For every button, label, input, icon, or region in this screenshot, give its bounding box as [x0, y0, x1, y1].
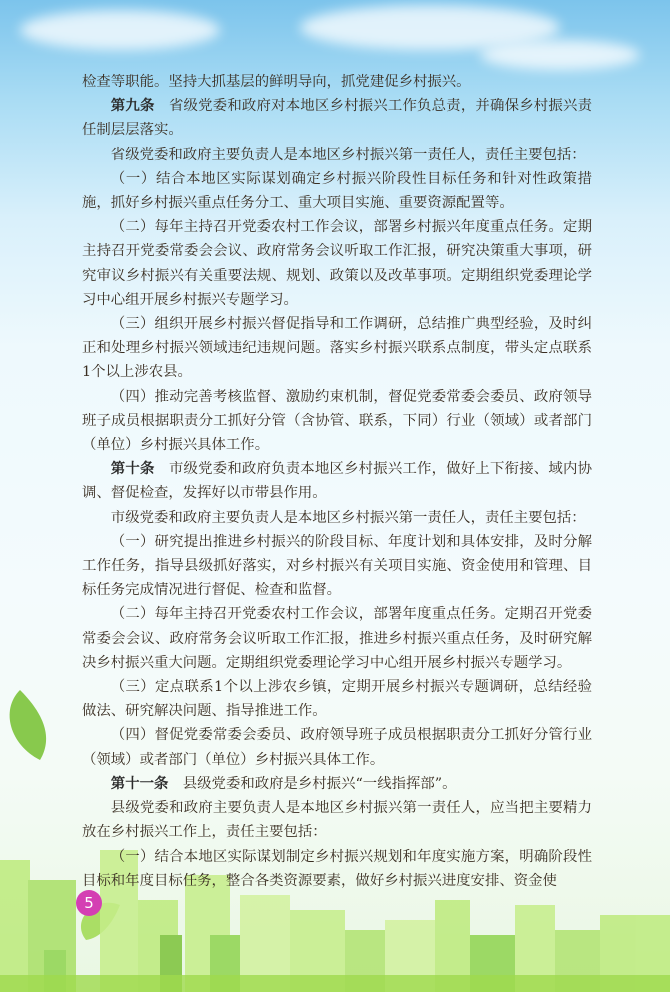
- paragraph: （二）每年主持召开党委农村工作会议，部署年度重点任务。定期召开党委常委会会议、政府常务会议听取工作汇报，推进乡村振兴重点任务，及时研究解决乡村振兴重大问题。定期组织党委理论学习中心组开展乡村振兴专题学习。: [82, 606, 592, 671]
- paragraph: 县级党委和政府主要负责人是本地区乡村振兴第一责任人，应当把主要精力放在乡村振兴工作上，责任主要包括：: [82, 800, 592, 841]
- page-number-badge: 5: [76, 890, 102, 916]
- article-number: 第十条: [110, 461, 155, 478]
- paragraph: （二）每年主持召开党委农村工作会议，部署乡村振兴年度重点任务。定期主持召开党委常委会会议、政府常务会议听取工作汇报，研究决策重大事项，研究审议乡村振兴有关重要法规、规划、政策以及改革事项。定期组织党委理论学习中心组开展乡村振兴专题学习。: [82, 219, 592, 308]
- paragraph: （四）推动完善考核监督、激励约束机制，督促党委常委会委员、政府领导班子成员根据职责分工抓好分管（含协管、联系，下同）行业（领域）或者部门（单位）乡村振兴具体工作。: [82, 388, 592, 454]
- document-body: [82, 70, 592, 893]
- paragraph: （一）结合本地区实际谋划确定乡村振兴阶段性目标任务和针对性政策措施，抓好乡村振兴重点任务分工、重大项目实施、重要资源配置等。: [82, 170, 592, 212]
- paragraph: （三）定点联系1个以上涉农乡镇，定期开展乡村振兴专题调研，总结经验做法、研究解决问题、指导推进工作。: [82, 679, 592, 720]
- paragraph: （一）结合本地区实际谋划制定乡村振兴规划和年度实施方案，明确阶段性目标和年度目标任务，整合各类资源要素，做好乡村振兴进度安排、资金使: [82, 848, 592, 889]
- leaf-icon: [10, 690, 46, 760]
- paragraph: 市级党委和政府主要负责人是本地区乡村振兴第一责任人，责任主要包括：: [110, 509, 586, 526]
- article-paragraph: 第十条 市级党委和政府负责本地区乡村振兴工作，做好上下衔接、域内协调、督促检查，发挥好以市带县作用。: [82, 461, 592, 502]
- paragraph: 检查等职能。坚持大抓基层的鲜明导向，抓党建促乡村振兴。: [82, 74, 471, 90]
- article-paragraph: 第九条 省级党委和政府对本地区乡村振兴工作负总责，并确保乡村振兴责任制层层落实。: [82, 98, 592, 139]
- paragraph: （一）研究提出推进乡村振兴的阶段目标、年度计划和具体安排，及时分解工作任务，指导县级抓好落实，对乡村振兴有关项目实施、资金使用和管理、目标任务完成情况进行督促、检查和监督。: [82, 533, 592, 599]
- article-paragraph: 第十一条 县级党委和政府是乡村振兴“一线指挥部”。: [110, 775, 457, 792]
- article-number: 第十一条: [110, 775, 169, 792]
- article-number: 第九条: [110, 98, 155, 115]
- paragraph: （三）组织开展乡村振兴督促指导和工作调研，总结推广典型经验，及时纠正和处理乡村振兴领域违纪违规问题。落实乡村振兴联系点制度，带头定点联系1个以上涉农县。: [82, 316, 592, 381]
- paragraph: （四）督促党委常委会委员、政府领导班子成员根据职责分工抓好分管行业（领域）或者部门（单位）乡村振兴具体工作。: [82, 727, 592, 768]
- paragraph: 省级党委和政府主要负责人是本地区乡村振兴第一责任人，责任主要包括：: [110, 146, 586, 163]
